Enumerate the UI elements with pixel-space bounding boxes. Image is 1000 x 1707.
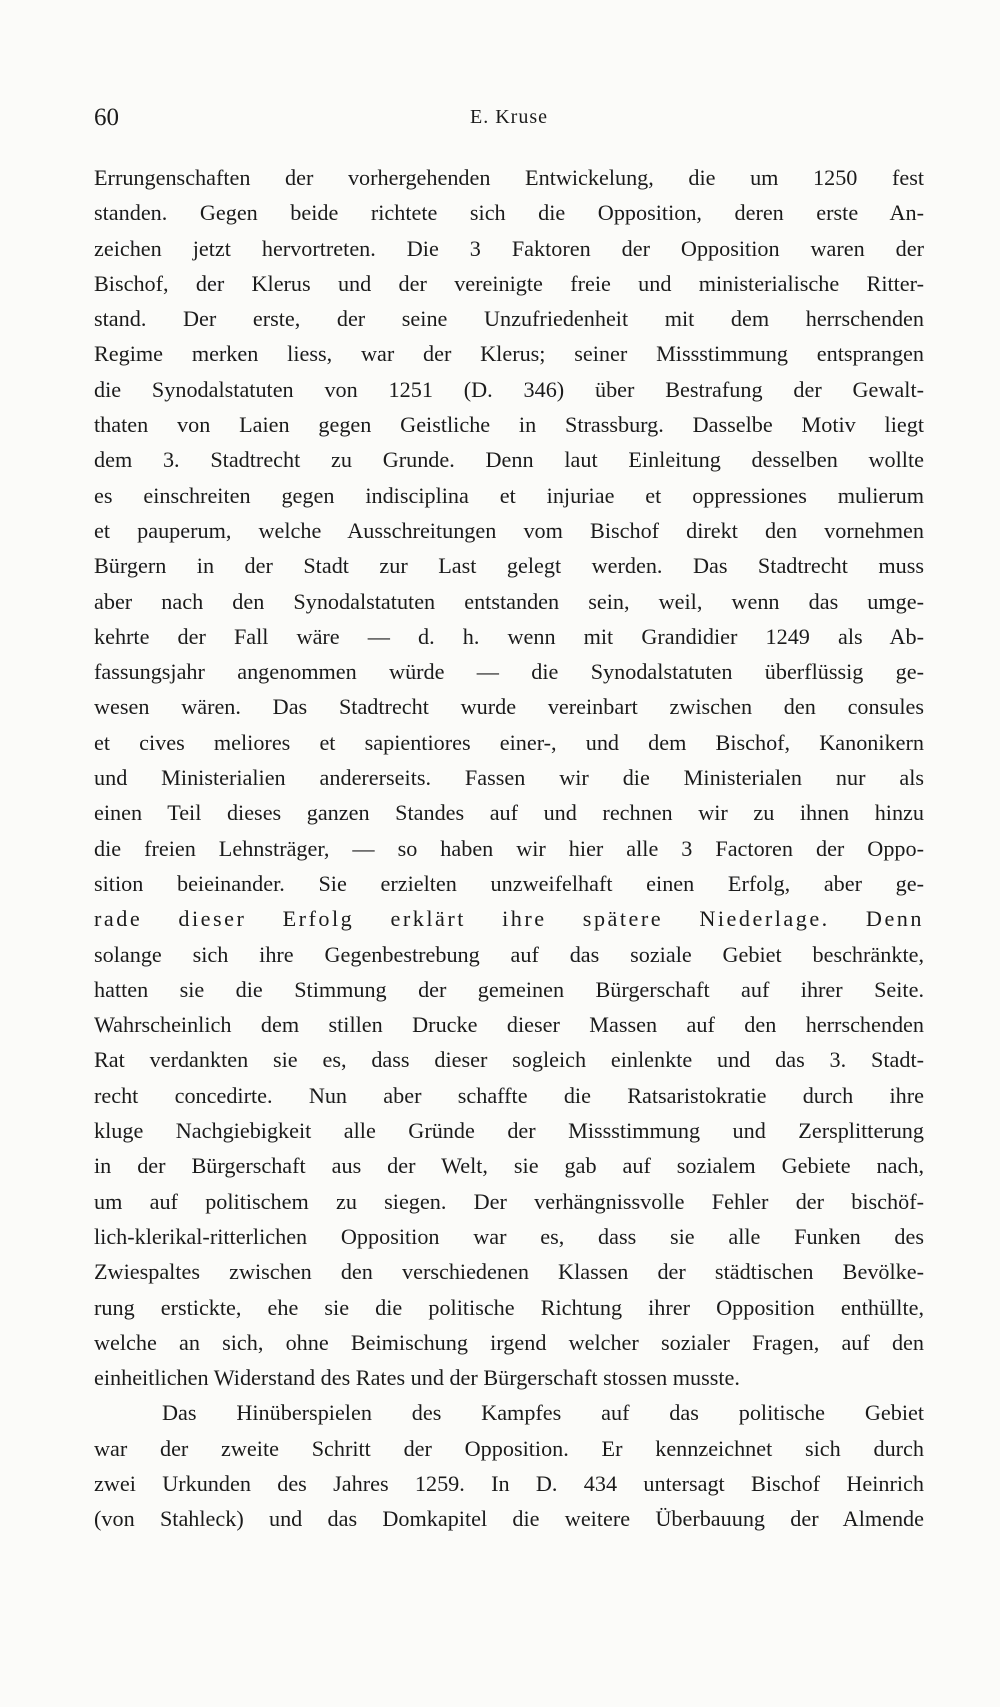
text-line: in der Bürgerschaft aus der Welt, sie gab auf sozialem Gebiete nach, (94, 1153, 924, 1179)
text-line: einheitlichen Widerstand des Rates und der Bürgerschaft stossen musste. (94, 1365, 740, 1391)
text-line: dem 3. Stadtrecht zu Grunde. Denn laut Einleitung desselben wollte (94, 447, 924, 473)
running-head: E. Kruse (470, 106, 548, 128)
text-line: zwei Urkunden des Jahres 1259. In D. 434 untersagt Bischof Heinrich (94, 1470, 924, 1496)
text-line: zeichen jetzt hervortreten. Die 3 Faktoren der Opposition waren der (94, 235, 924, 261)
text-line: Zwiespaltes zwischen den verschiedenen Klassen der städtischen Bevölke- (94, 1259, 924, 1285)
text-line: thaten von Laien gegen Geistliche in Strassburg. Dasselbe Motiv liegt (94, 412, 924, 438)
text-line: rade dieser Erfolg erklärt ihre spätere Niederlage. Denn (94, 906, 924, 932)
text-line: (von Stahleck) und das Domkapitel die weitere Überbauung der Almende (94, 1506, 924, 1532)
text-line: Errungenschaften der vorhergehenden Entwickelung, die um 1250 fest (94, 165, 924, 190)
text-line: recht concedirte. Nun aber schaffte die Ratsaristokratie durch ihre (94, 1082, 924, 1108)
text-line: hatten sie die Stimmung der gemeinen Bürgerschaft auf ihrer Seite. (94, 976, 924, 1002)
text-line: war der zweite Schritt der Opposition. Er kennzeichnet sich durch (94, 1435, 924, 1461)
text-line: welche an sich, ohne Beimischung irgend welcher sozialer Fragen, auf den (94, 1329, 924, 1355)
body-text (94, 160, 924, 1537)
text-line: Bürgern in der Stadt zur Last gelegt werden. Das Stadtrecht muss (94, 553, 924, 579)
text-line: es einschreiten gegen indisciplina et injuriae et oppressiones mulierum (94, 482, 924, 508)
text-line: kluge Nachgiebigkeit alle Gründe der Missstimmung und Zersplitterung (94, 1118, 924, 1144)
text-line: rung erstickte, ehe sie die politische Richtung ihrer Opposition enthüllte, (94, 1294, 924, 1320)
text-line: kehrte der Fall wäre — d. h. wenn mit Grandidier 1249 als Ab- (94, 623, 924, 649)
text-line: stand. Der erste, der seine Unzufriedenheit mit dem herrschenden (94, 306, 924, 332)
text-line: standen. Gegen beide richtete sich die Opposition, deren erste An- (94, 200, 924, 226)
text-line: Bischof, der Klerus und der vereinigte freie und ministerialische Ritter- (94, 270, 924, 296)
text-line: Rat verdankten sie es, dass dieser sogleich einlenkte und das 3. Stadt- (94, 1047, 924, 1073)
text-line: einen Teil dieses ganzen Standes auf und rechnen wir zu ihnen hinzu (94, 800, 924, 826)
text-line: solange sich ihre Gegenbestrebung auf das soziale Gebiet beschränkte, (94, 941, 924, 967)
text-line: und Ministerialien andererseits. Fassen wir die Ministerialen nur als (94, 765, 924, 791)
text-line: die Synodalstatuten von 1251 (D. 346) über Bestrafung der Gewalt- (94, 376, 924, 402)
text-line: sition beieinander. Sie erzielten unzweifelhaft einen Erfolg, aber ge- (94, 870, 924, 896)
text-line: et cives meliores et sapientiores einer-, und dem Bischof, Kanonikern (94, 729, 924, 755)
text-line: Das Hinüberspielen des Kampfes auf das politische Gebiet (162, 1400, 924, 1426)
page-header (94, 104, 924, 134)
text-line: wesen wären. Das Stadtrecht wurde vereinbart zwischen den consules (94, 694, 924, 720)
text-line: die freien Lehnsträger, — so haben wir hier alle 3 Factoren der Oppo- (94, 835, 924, 861)
text-line: um auf politischem zu siegen. Der verhängnissvolle Fehler der bischöf- (94, 1188, 924, 1214)
text-line: Wahrscheinlich dem stillen Drucke dieser Massen auf den herrschenden (94, 1012, 924, 1038)
text-line: et pauperum, welche Ausschreitungen vom Bischof direkt den vornehmen (94, 517, 924, 543)
text-line: Regime merken liess, war der Klerus; seiner Missstimmung entsprangen (94, 341, 924, 367)
page-number: 60 (94, 104, 119, 131)
text-line: aber nach den Synodalstatuten entstanden sein, weil, wenn das umge- (94, 588, 924, 614)
text-line: fassungsjahr angenommen würde — die Synodalstatuten überflüssig ge- (94, 659, 924, 685)
text-line: lich-klerikal-ritterlichen Opposition war es, dass sie alle Funken des (94, 1223, 924, 1249)
